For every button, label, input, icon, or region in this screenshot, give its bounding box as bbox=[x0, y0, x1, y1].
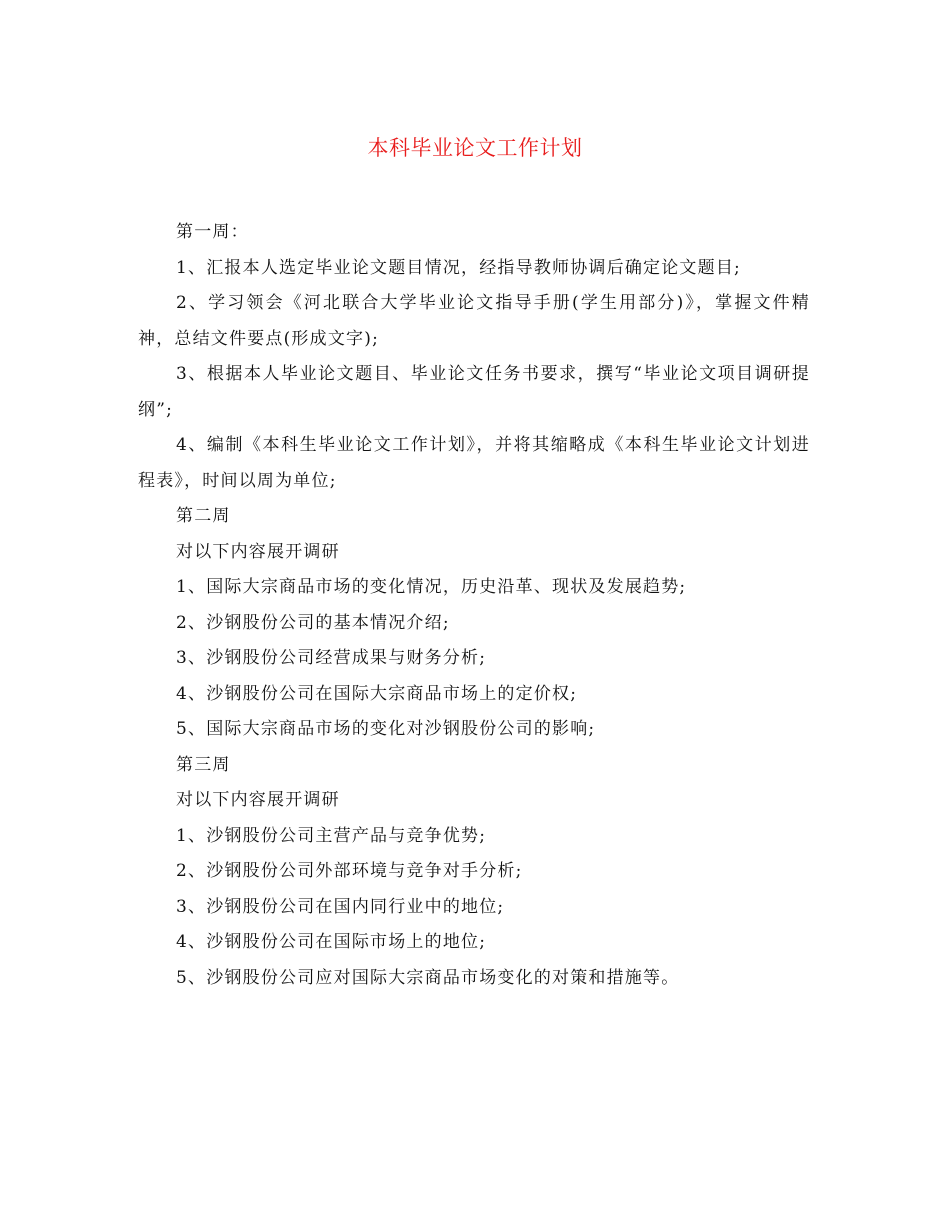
paragraph-week-3-intro: 对以下内容展开调研 bbox=[176, 790, 340, 810]
paragraph-week-3-item-3: 3、沙钢股份公司在国内同行业中的地位; bbox=[176, 896, 505, 917]
paragraph-week-2-item-5: 5、国际大宗商品市场的变化对沙钢股份公司的影响; bbox=[176, 719, 596, 739]
paragraph-week-2-intro: 对以下内容展开调研 bbox=[176, 541, 340, 562]
paragraph-week-1-item-2: 2、学习领会《河北联合大学毕业论文指导手册(学生用部分)》，掌握文件精神，总结文件要点(形成文字); bbox=[138, 293, 810, 349]
paragraph-week-1-item-3: 3、根据本人毕业论文题目、毕业论文任务书要求，撰写“毕业论文项目调研提纲”; bbox=[138, 364, 810, 420]
paragraph-week-2-item-1: 1、国际大宗商品市场的变化情况，历史沿革、现状及发展趋势; bbox=[176, 577, 687, 597]
paragraph-week-2-item-4: 4、沙钢股份公司在国际大宗商品市场上的定价权; bbox=[176, 683, 578, 704]
paragraph-week-2-item-2: 2、沙钢股份公司的基本情况介绍; bbox=[176, 612, 450, 633]
paragraph-week-1-item-4: 4、编制《本科生毕业论文工作计划》，并将其缩略成《本科生毕业论文计划进程表》，时间以周为单位; bbox=[138, 435, 810, 491]
paragraph-week-2-heading: 第二周 bbox=[176, 506, 231, 526]
document-title: 本科毕业论文工作计划 bbox=[367, 136, 583, 160]
paragraph-week-1-heading: 第一周： bbox=[176, 222, 249, 242]
document-body bbox=[138, 215, 810, 996]
paragraph-week-1-item-1: 1、汇报本人选定毕业论文题目情况，经指导教师协调后确定论文题目; bbox=[176, 257, 741, 278]
paragraph-week-3-heading: 第三周 bbox=[176, 754, 231, 775]
paragraph-week-3-item-4: 4、沙钢股份公司在国际市场上的地位; bbox=[176, 932, 487, 952]
paragraph-week-3-item-1: 1、沙钢股份公司主营产品与竞争优势; bbox=[176, 825, 487, 846]
paragraph-week-2-item-3: 3、沙钢股份公司经营成果与财务分析; bbox=[176, 648, 487, 668]
paragraph-week-3-item-2: 2、沙钢股份公司外部环境与竞争对手分析; bbox=[176, 861, 523, 881]
paragraph-week-3-item-5: 5、沙钢股份公司应对国际大宗商品市场变化的对策和措施等。 bbox=[176, 967, 680, 988]
